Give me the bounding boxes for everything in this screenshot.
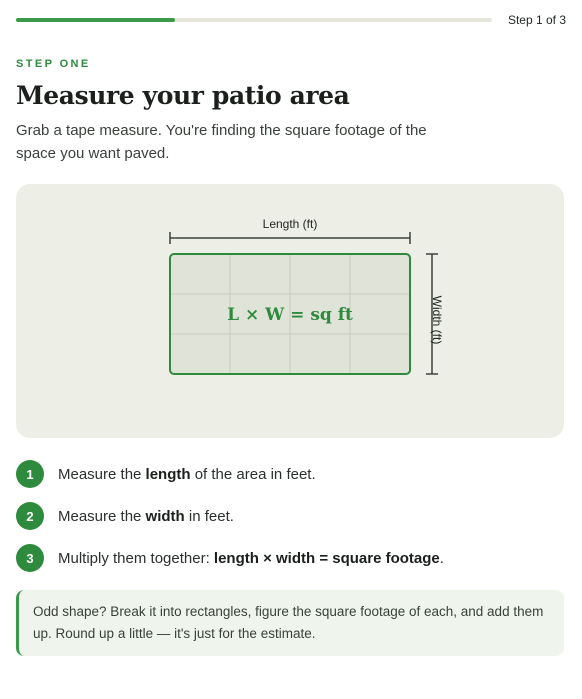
- step-text-pre: Multiply them together:: [58, 549, 214, 567]
- progress-track: [16, 18, 492, 22]
- step-number-badge: 2: [16, 502, 44, 530]
- step-number-badge: 1: [16, 460, 44, 488]
- step-eyebrow: STEP ONE: [16, 58, 91, 70]
- measurement-diagram-card: [16, 184, 564, 438]
- step-text-pre: Measure the: [58, 465, 146, 483]
- step-number-badge: 3: [16, 544, 44, 572]
- progress-indicator: [16, 13, 566, 27]
- length-label: Length (ft): [262, 217, 318, 231]
- step-text: [58, 508, 234, 525]
- area-formula: L × W = sq ft: [227, 305, 353, 325]
- step-item-2: [16, 502, 234, 530]
- step-text-post: in feet.: [184, 507, 234, 525]
- step-item-3: [16, 544, 444, 572]
- progress-fill: [16, 18, 175, 22]
- step-text: [58, 550, 444, 567]
- step-text-pre: Measure the: [58, 507, 146, 525]
- measurement-diagram: [16, 184, 564, 438]
- intro-text: Grab a tape measure. You're finding the square footage of the space you want paved.: [16, 122, 427, 162]
- odd-shape-tip: Odd shape? Break it into rectangles, figure the square footage of each, and add them up. Round up a little — it's just for the estimate.: [16, 590, 564, 656]
- step-item-1: [16, 460, 316, 488]
- step-text-bold: length: [145, 465, 191, 483]
- step-text-post: of the area in feet.: [190, 465, 316, 483]
- page-title: Measure your patio area: [16, 81, 350, 110]
- step-text-bold: length × width = square footage: [213, 549, 440, 567]
- step-text-post: .: [439, 549, 444, 567]
- step-text: [58, 466, 316, 483]
- step-counter: Step 1 of 3: [507, 13, 566, 27]
- length-dimension-line: [170, 232, 410, 244]
- width-label: Width (ft): [430, 295, 444, 345]
- step-text-bold: width: [145, 507, 185, 525]
